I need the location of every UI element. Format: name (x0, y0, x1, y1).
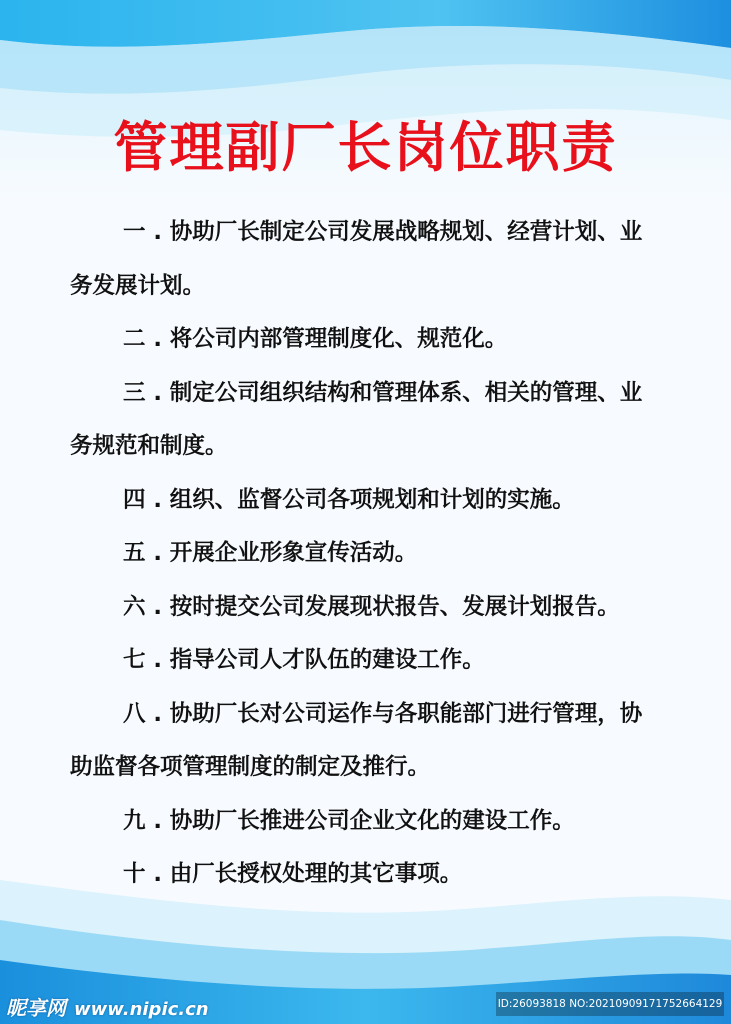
duty-item-3: 三 . 制定公司组织结构和管理体系、相关的管理、业务规范和制度。 (70, 379, 643, 459)
watermark-brand (6, 992, 209, 1018)
duty-item-9: 九 . 协助厂长推进公司企业文化的建设工作。 (123, 807, 575, 834)
duty-list (70, 206, 664, 902)
duty-item-1: 一 . 协助厂长制定公司发展战略规划、经营计划、业务发展计划。 (70, 219, 643, 299)
duty-item-7: 七 . 指导公司人才队伍的建设工作。 (123, 647, 485, 673)
duty-item-4: 四 . 组织、监督公司各项规划和计划的实施。 (123, 486, 575, 513)
duty-item-10: 十 . 由厂长授权处理的其它事项。 (123, 861, 463, 887)
duty-item-5: 五 . 开展企业形象宣传活动。 (123, 540, 418, 566)
duty-item-8: 八 . 协助厂长对公司运作与各职能部门进行管理，协助监督各项管理制度的制定及推行。 (70, 700, 643, 780)
watermark-logo-text: 昵享网 (6, 996, 66, 1020)
watermark-id: ID:26093818 NO:20210909171752664129 (496, 992, 724, 1016)
page-title: 管理副厂长岗位职责 (113, 116, 618, 179)
duty-item-2: 二 . 将公司内部管理制度化、规范化。 (123, 326, 508, 352)
watermark-url: www.nipic.cn (74, 999, 209, 1020)
duty-item-6: 六 . 按时提交公司发展现状报告、发展计划报告。 (123, 593, 620, 620)
